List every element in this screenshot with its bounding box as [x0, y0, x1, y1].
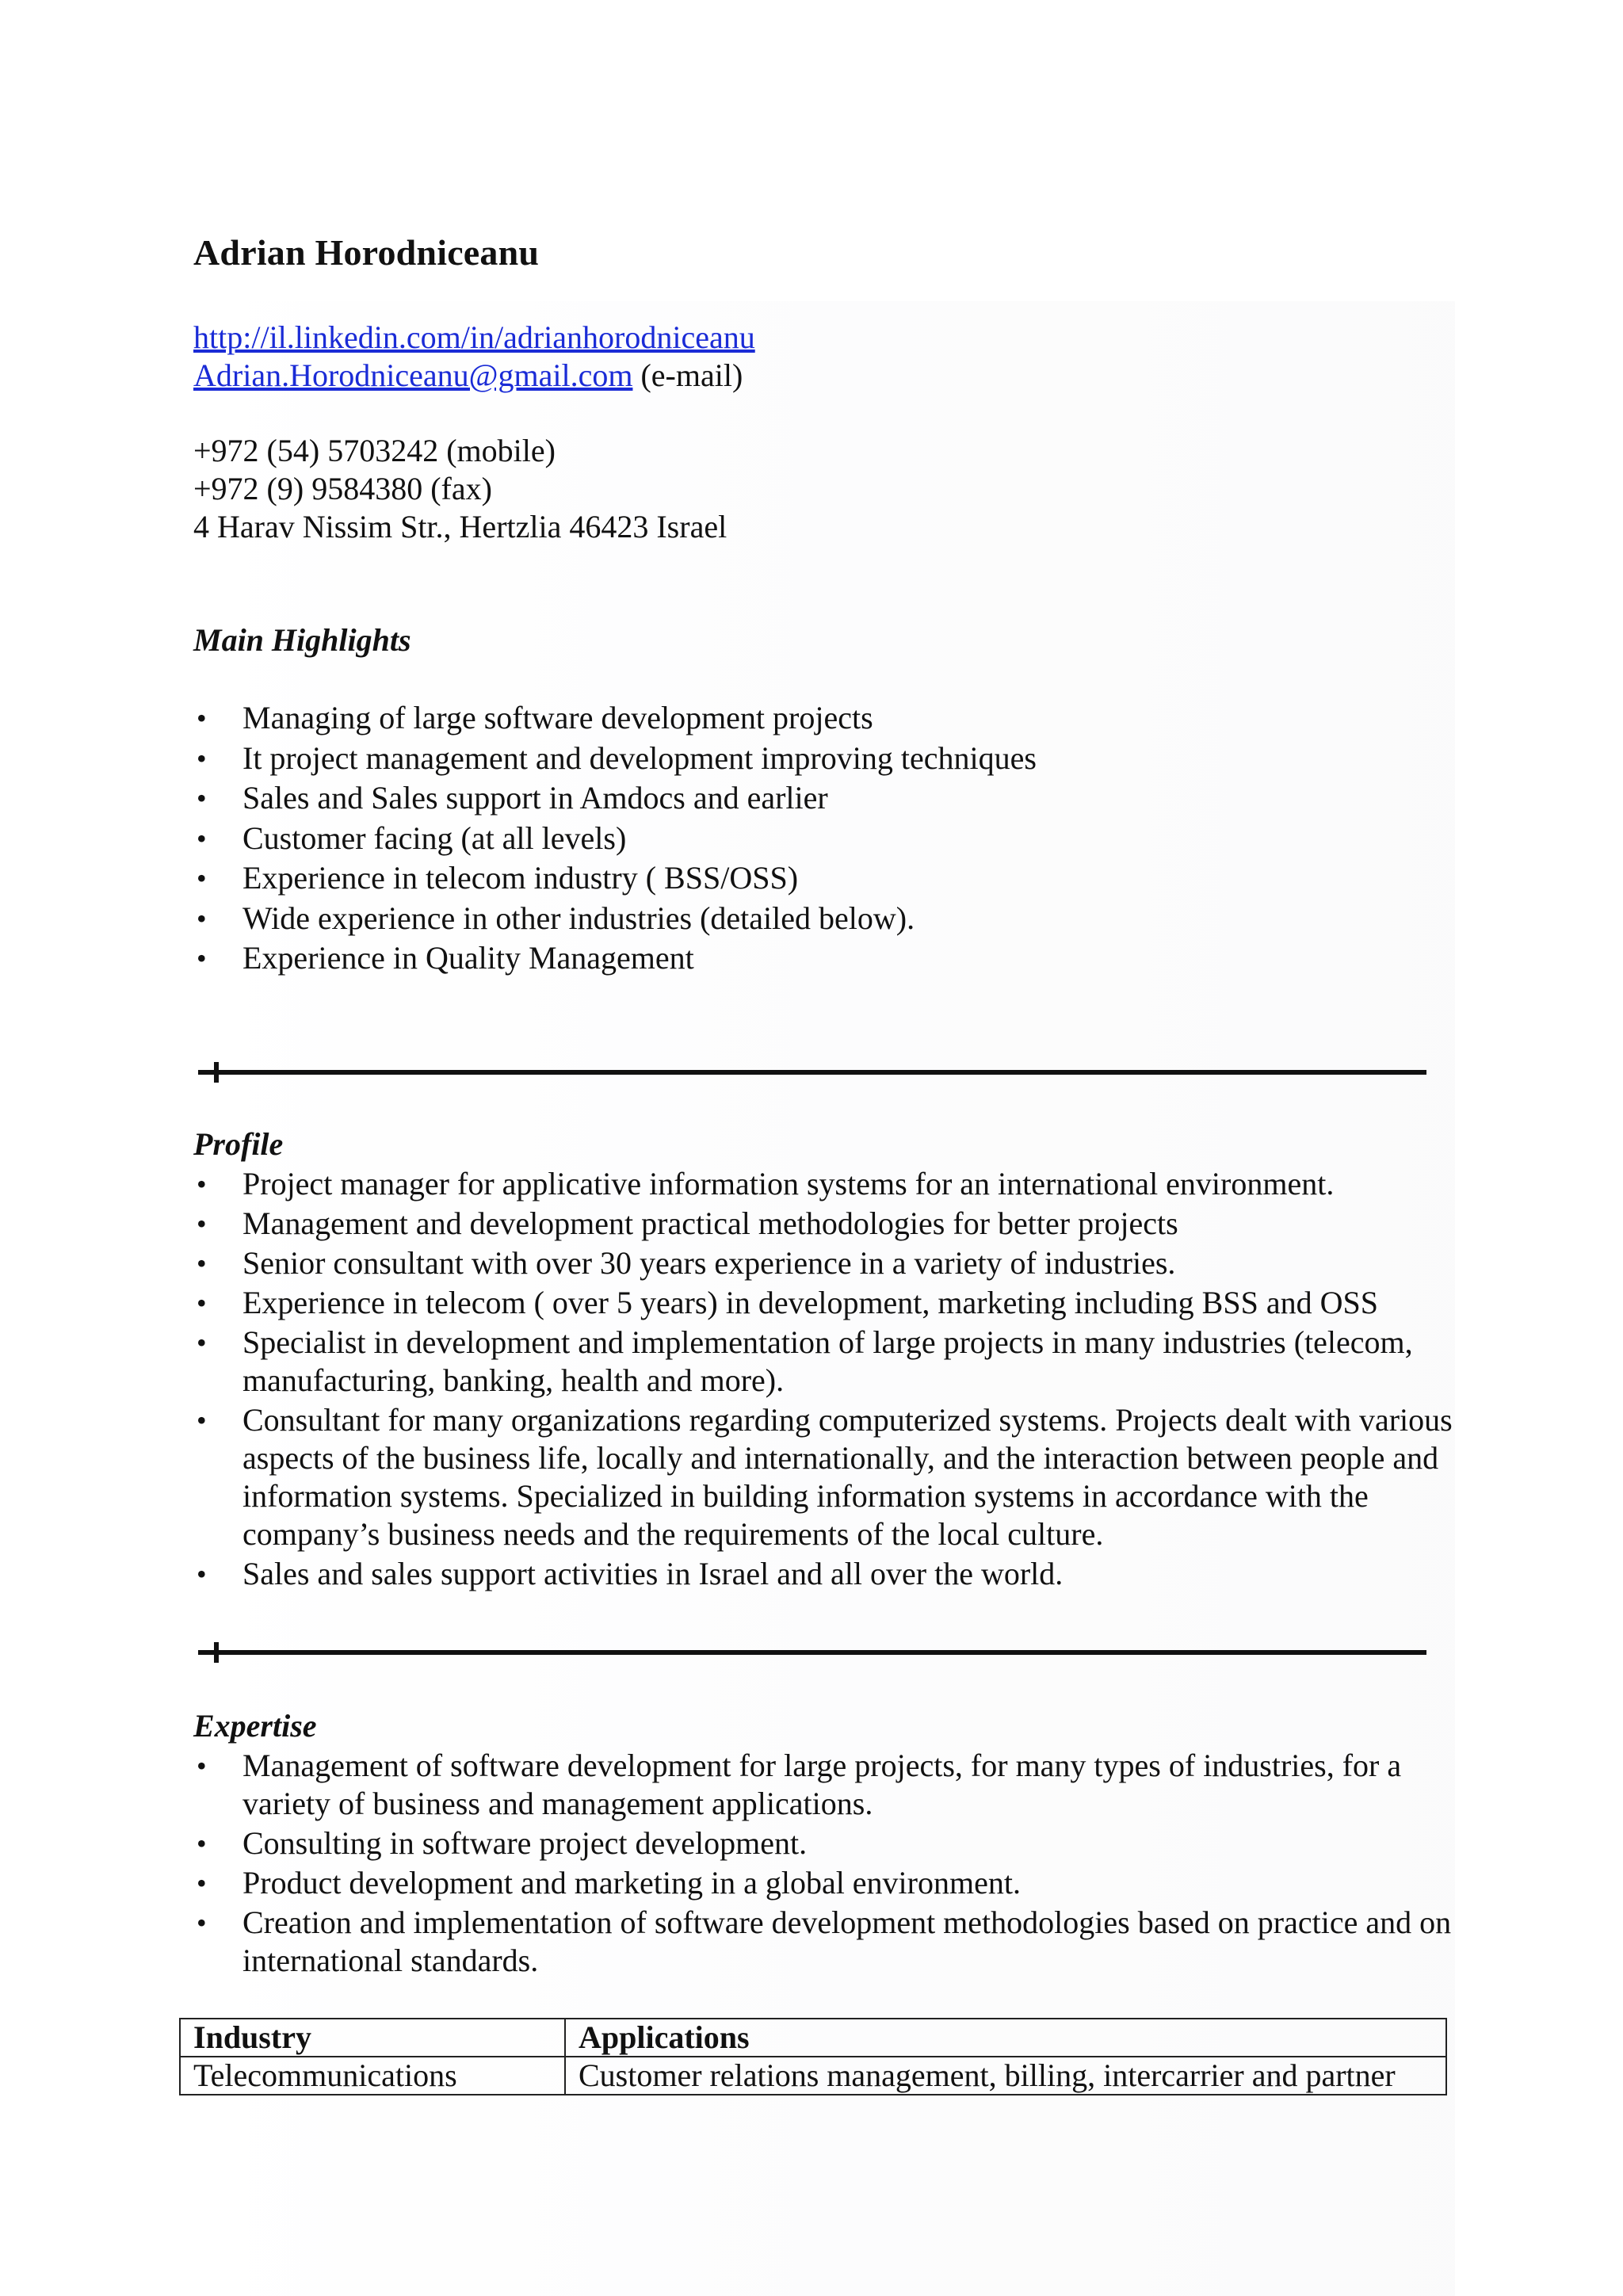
- profile-list: [193, 1165, 1461, 1595]
- list-item: • Creation and implementation of software development methodologies based on practice and on international standards.: [193, 1904, 1461, 1980]
- list-item: • Customer facing (at all levels): [193, 819, 1461, 858]
- list-item: • Wide experience in other industries (detailed below).: [193, 900, 1461, 938]
- column-header-applications: Applications: [565, 2019, 1446, 2057]
- fax-number: +972 (9) 9584380 (fax): [193, 471, 492, 506]
- industry-table: [179, 2018, 1447, 2095]
- list-item: • It project management and development improving techniques: [193, 739, 1461, 777]
- linkedin-link[interactable]: http://il.linkedin.com/in/adrianhorodniceanu: [193, 319, 755, 355]
- list-item: • Sales and sales support activities in Israel and all over the world.: [193, 1555, 1461, 1593]
- list-item: • Senior consultant with over 30 years experience in a variety of industries.: [193, 1244, 1461, 1282]
- email-label: (e-mail): [632, 357, 743, 393]
- list-item: • Management and development practical methodologies for better projects: [193, 1205, 1461, 1243]
- expertise-heading: Expertise: [193, 1708, 317, 1744]
- list-item: • Experience in telecom industry ( BSS/OSS): [193, 859, 1461, 897]
- mobile-phone: +972 (54) 5703242 (mobile): [193, 433, 556, 468]
- list-item: • Management of software development for large projects, for many types of industries, for a variety of business and management applications.: [193, 1747, 1461, 1823]
- highlights-list: [193, 699, 1461, 980]
- email-link[interactable]: Adrian.Horodniceanu@gmail.com: [193, 357, 633, 393]
- expertise-list: [193, 1747, 1461, 1981]
- table-cell-industry: Telecommunications: [180, 2057, 565, 2095]
- divider-tick: [214, 1642, 219, 1663]
- list-item: • Consulting in software project development.: [193, 1824, 1461, 1862]
- section-divider: [198, 1650, 1426, 1655]
- list-item: • Sales and Sales support in Amdocs and earlier: [193, 779, 1461, 817]
- list-item: • Specialist in development and implementation of large projects in many industries (telecom, manufacturing, banking, health and more).: [193, 1324, 1461, 1400]
- postal-address: 4 Harav Nissim Str., Hertzlia 46423 Israel: [193, 509, 727, 544]
- table-cell-applications: Customer relations management, billing, intercarrier and partner: [565, 2057, 1446, 2095]
- highlights-heading: Main Highlights: [193, 622, 411, 658]
- list-item: • Consultant for many organizations regarding computerized systems. Projects dealt with various aspects of the business life, locally and internationally, and the interaction between people and information systems. Specialized in building information systems in accordance with the company’s business needs and the requirements of the local culture.: [193, 1401, 1461, 1553]
- column-header-industry: Industry: [180, 2019, 565, 2057]
- profile-heading: Profile: [193, 1126, 284, 1162]
- list-item: • Experience in telecom ( over 5 years) in development, marketing including BSS and OSS: [193, 1284, 1461, 1322]
- divider-tick: [214, 1062, 219, 1083]
- list-item: • Managing of large software development projects: [193, 699, 1461, 737]
- linkedin-link-line: [193, 319, 755, 357]
- table-row: [180, 2057, 1446, 2095]
- list-item: • Project manager for applicative information systems for an international environment.: [193, 1165, 1461, 1203]
- table-header-row: [180, 2019, 1446, 2057]
- candidate-name: Adrian Horodniceanu: [193, 232, 540, 273]
- section-divider: [198, 1070, 1426, 1075]
- list-item: • Experience in Quality Management: [193, 939, 1461, 977]
- list-item: • Product development and marketing in a global environment.: [193, 1864, 1461, 1902]
- email-line: [193, 357, 743, 395]
